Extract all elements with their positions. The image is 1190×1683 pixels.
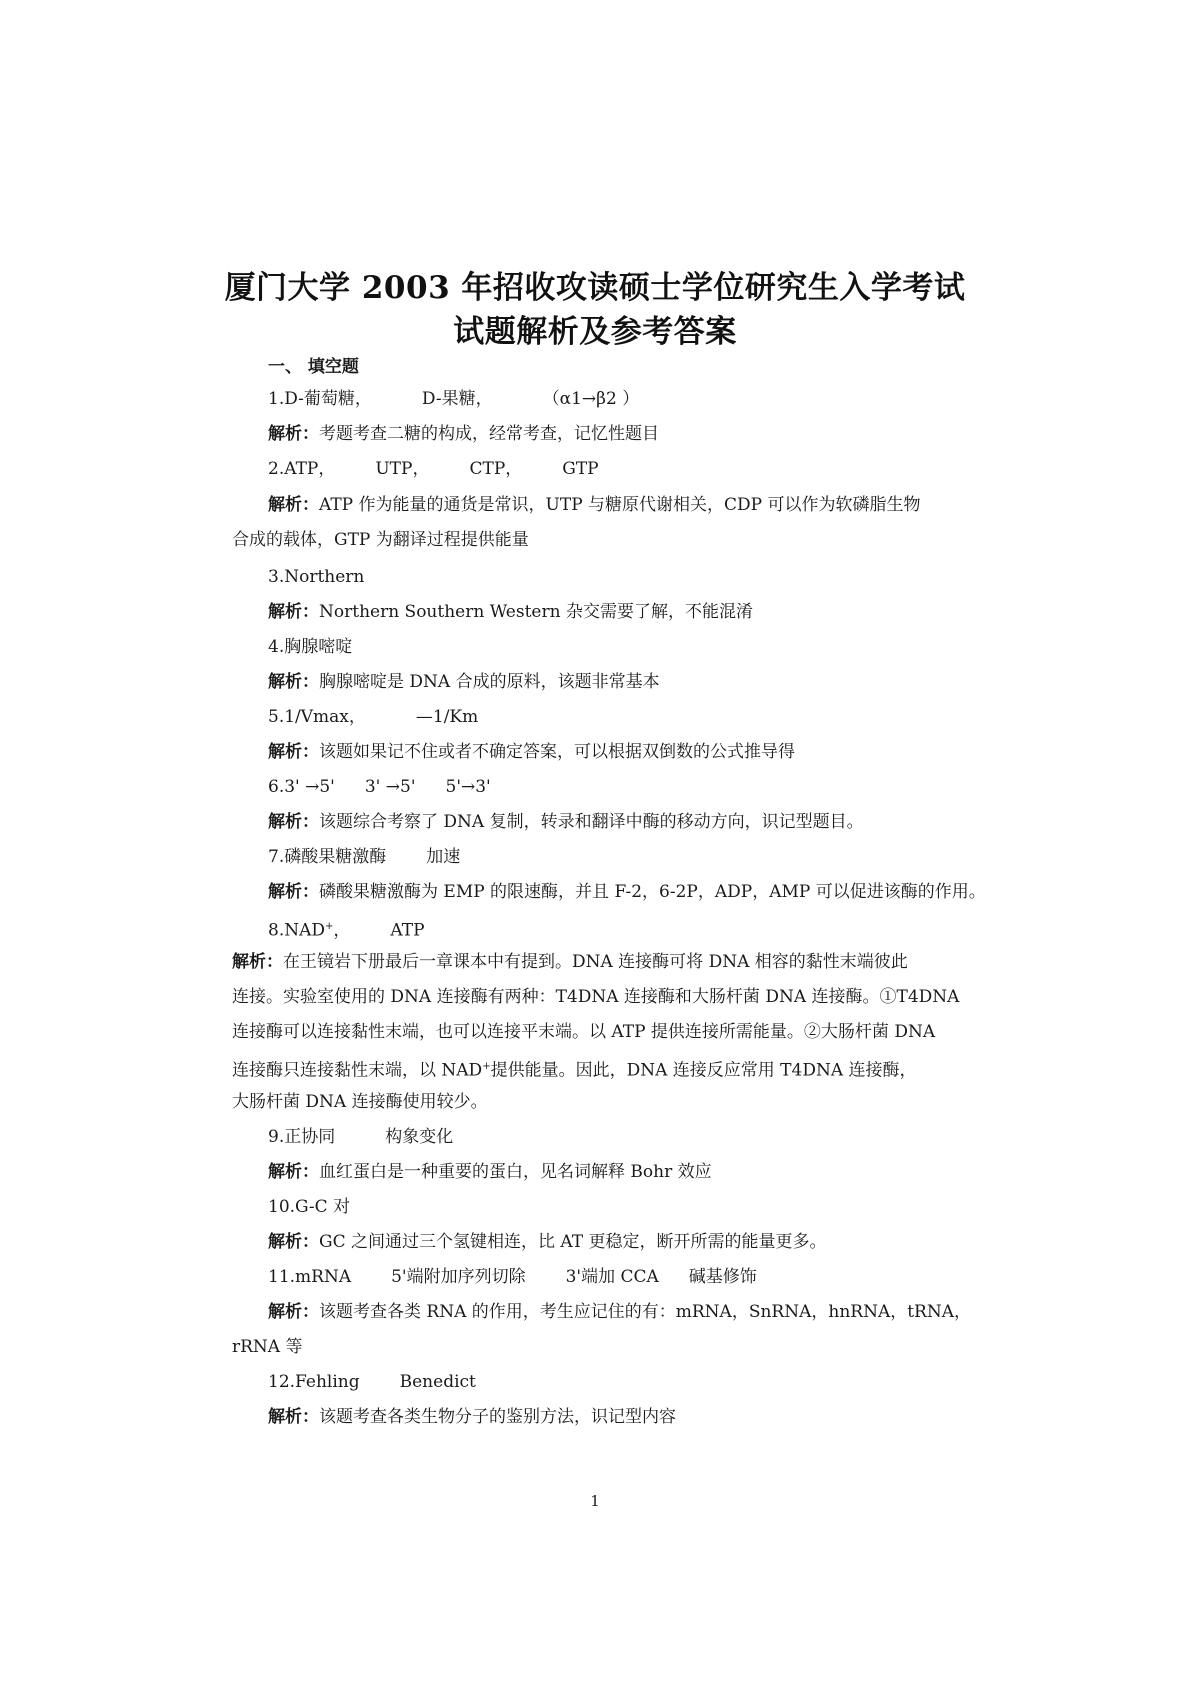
- analysis-2: 解析：ATP 作为能量的通货是常识，UTP 与糖原代谢相关，CDP 可以作为软磷脂生物: [268, 495, 921, 515]
- question-3: 3.Northern: [268, 567, 365, 587]
- analysis-8-line2: 连接。实验室使用的 DNA 连接酶有两种：T4DNA 连接酶和大肠杆菌 DNA 连接酶。①T4DNA: [232, 987, 960, 1007]
- question-9: 9.正协同 构象变化: [268, 1127, 454, 1147]
- analysis-8-line4: 连接酶只连接黏性末端，以 NAD+提供能量。因此，DNA 连接反应常用 T4DNA 连接酶，: [232, 1060, 917, 1081]
- analysis-12: 解析：该题考查各类生物分子的鉴别方法，识记型内容: [268, 1407, 676, 1427]
- question-6: 6.3' →5' 3' →5' 5'→3': [268, 777, 491, 797]
- analysis-11: 解析：该题考查各类 RNA 的作用，考生应记住的有：mRNA，SnRNA，hnRNA，tRNA，: [268, 1302, 972, 1322]
- analysis-5: 解析：该题如果记不住或者不确定答案，可以根据双倒数的公式推导得: [268, 742, 795, 762]
- analysis-1: 解析：考题考查二糖的构成，经常考查，记忆性题目: [268, 424, 659, 444]
- analysis-10: 解析：GC 之间通过三个氢键相连，比 AT 更稳定，断开所需的能量更多。: [268, 1232, 827, 1252]
- analysis-8: 解析：在王镜岩下册最后一章课本中有提到。DNA 连接酶可将 DNA 相容的黏性末端彼此: [232, 952, 908, 972]
- analysis-8-line3: 连接酶可以连接黏性末端，也可以连接平末端。以 ATP 提供连接所需能量。②大肠杆菌 DNA: [232, 1022, 936, 1042]
- question-12: 12.Fehling Benedict: [268, 1372, 476, 1392]
- analysis-7: 解析：磷酸果糖激酶为 EMP 的限速酶，并且 F-2，6-2P，ADP，AMP 可以促进该酶的作用。: [268, 882, 986, 902]
- question-7: 7.磷酸果糖激酶 加速: [268, 847, 461, 867]
- section-heading: 一、 填空题: [268, 357, 359, 377]
- question-8: 8.NAD+， ATP: [268, 920, 425, 941]
- doc-title-line2: 试题解析及参考答案: [453, 314, 737, 350]
- question-11: 11.mRNA 5'端附加序列切除 3'端加 CCA 碱基修饰: [268, 1267, 757, 1287]
- question-1: 1.D-葡萄糖， D-果糖， （α1→β2 ）: [268, 389, 640, 409]
- analysis-2-cont: 合成的载体，GTP 为翻译过程提供能量: [232, 530, 529, 550]
- question-4: 4.胸腺嘧啶: [268, 637, 353, 657]
- doc-title-line1: 厦门大学 2003 年招收攻读硕士学位研究生入学考试: [224, 270, 966, 306]
- question-2: 2.ATP， UTP， CTP， GTP: [268, 459, 599, 479]
- question-5: 5.1/Vmax， —1/Km: [268, 707, 479, 727]
- analysis-8-line5: 大肠杆菌 DNA 连接酶使用较少。: [232, 1092, 488, 1112]
- analysis-9: 解析：血红蛋白是一种重要的蛋白，见名词解释 Bohr 效应: [268, 1162, 712, 1182]
- analysis-11-cont: rRNA 等: [232, 1337, 303, 1357]
- analysis-4: 解析：胸腺嘧啶是 DNA 合成的原料，该题非常基本: [268, 672, 660, 692]
- analysis-3: 解析：Northern Southern Western 杂交需要了解，不能混淆: [268, 602, 753, 622]
- analysis-6: 解析：该题综合考察了 DNA 复制，转录和翻译中酶的移动方向，识记型题目。: [268, 812, 864, 832]
- question-10: 10.G-C 对: [268, 1197, 351, 1217]
- page-number: 1: [590, 1492, 600, 1510]
